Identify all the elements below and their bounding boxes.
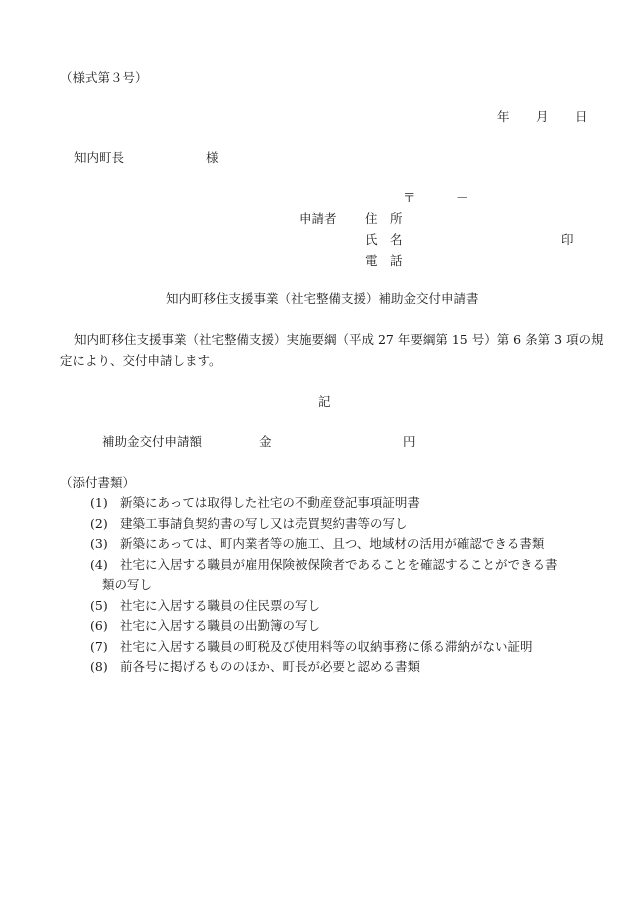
attachment-number: (7) [90,639,108,654]
attachment-text: 建築工事請負契約書の写し又は売買契約書等の写し [120,516,408,531]
phone-label: 電 話 [365,253,403,268]
applicant-label: 申請者 [299,211,337,226]
recipient-name: 知内町長 [74,150,125,165]
attachment-number: (8) [90,659,108,674]
body-line-2: 定により、交付申請します。 [60,353,222,368]
body-line-1: 知内町移住支援事業（社宅整備支援）実施要綱（平成 27 年要綱第 15 号）第 6 条第 3 項の規 [74,332,604,347]
attachment-number: (2) [90,516,108,531]
amount-kin: 金 [259,434,272,449]
attachment-text: 前各号に掲げるもののほか、町長が必要と認める書類 [120,659,421,674]
attachment-number: (6) [90,618,108,633]
attachment-number: (5) [90,598,108,613]
attachment-number: (3) [90,536,108,551]
recipient-honorific: 様 [206,150,219,165]
attachment-text: 社宅に入居する職員が雇用保険被保険者であることを確認することができる書 [120,557,558,572]
address-label: 住 所 [365,211,403,226]
attachments-heading: （添付書類） [60,475,136,490]
postal-mark: 〒 [403,190,416,205]
seal-label: 印 [561,232,574,247]
attachment-text: 新築にあっては、町内業者等の施工、且つ、地域材の活用が確認できる書類 [120,536,545,551]
form-number: （様式第３号） [60,70,148,85]
amount-label: 補助金交付申請額 [102,434,203,449]
attachment-text: 社宅に入居する職員の出勤簿の写し [120,618,321,633]
postal-dash: － [456,190,469,205]
attachment-text-continued: 類の写し [102,577,153,592]
amount-yen: 円 [403,434,416,449]
document-title: 知内町移住支援事業（社宅整備支援）補助金交付申請書 [166,291,479,306]
attachment-text: 社宅に入居する職員の住民票の写し [120,598,321,613]
attachment-number: (1) [90,495,108,510]
date-day-label: 日 [575,109,588,124]
ki-label: 記 [318,394,331,409]
date-year-label: 年 [497,109,510,124]
attachment-text: 新築にあっては取得した社宅の不動産登記事項証明書 [120,495,420,510]
attachment-text: 社宅に入居する職員の町税及び使用料等の収納事務に係る滞納がない証明 [120,639,533,654]
date-month-label: 月 [536,109,549,124]
attachment-number: (4) [90,557,108,572]
name-label: 氏 名 [365,232,403,247]
